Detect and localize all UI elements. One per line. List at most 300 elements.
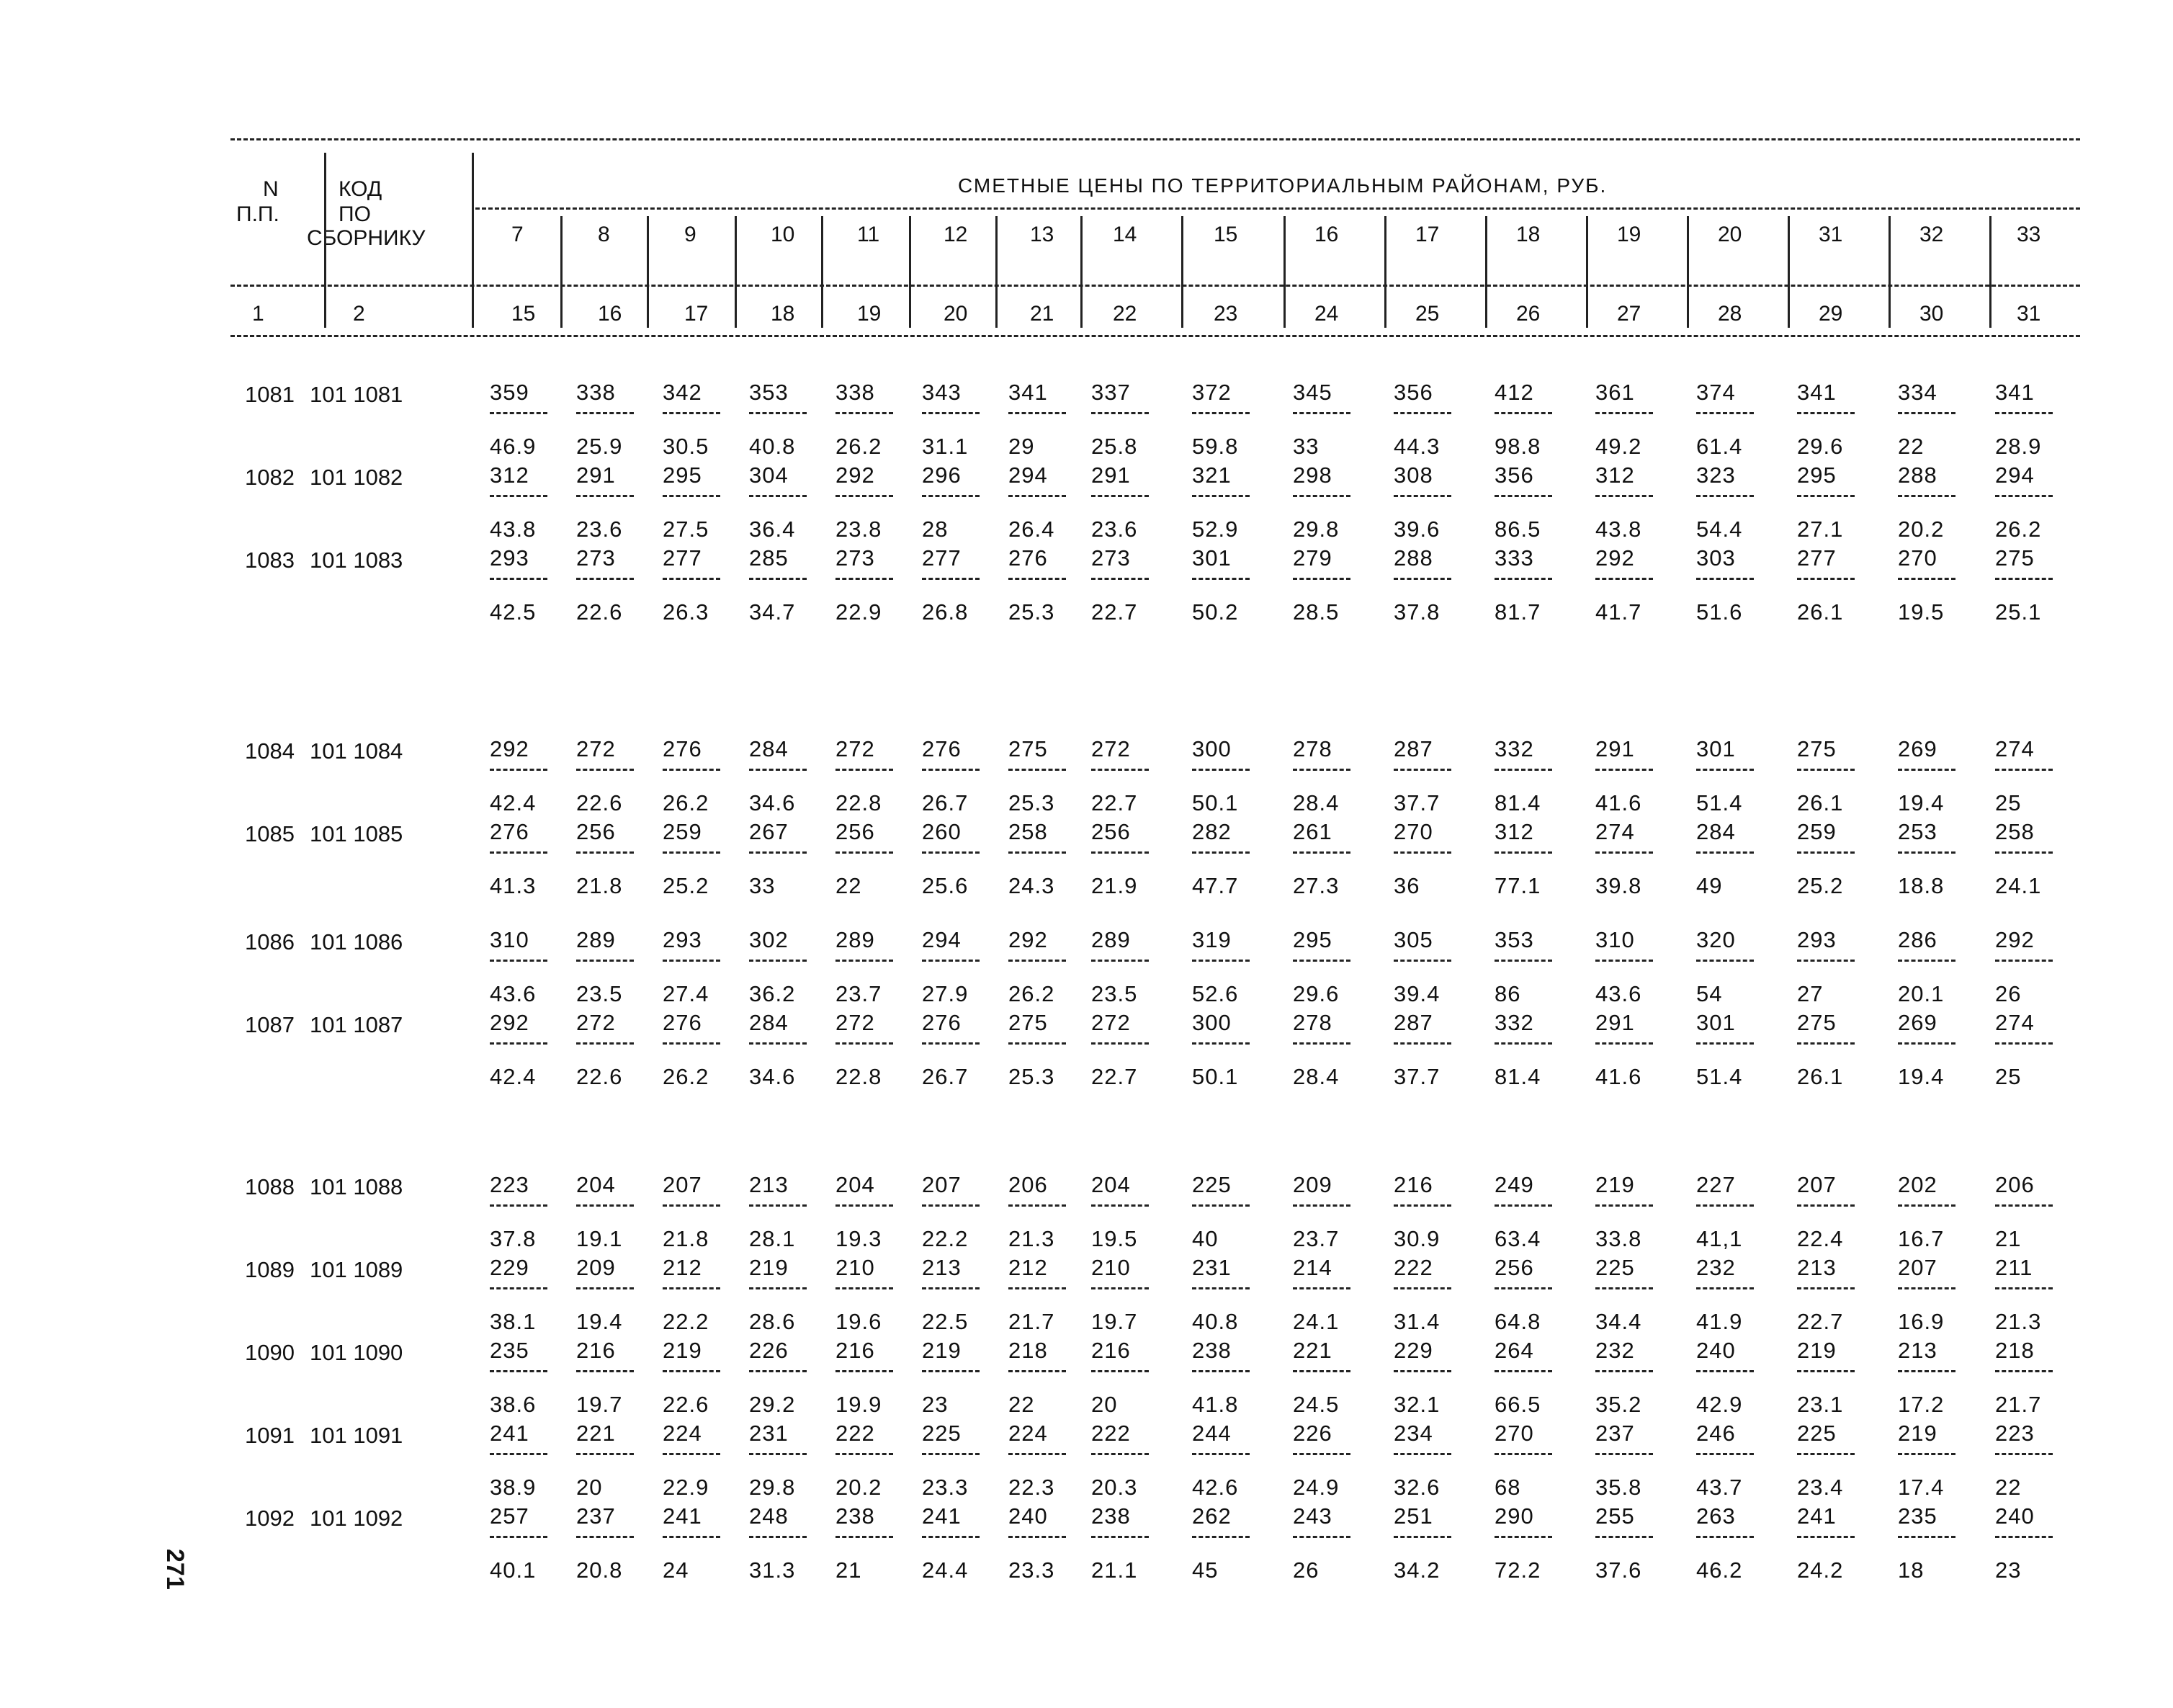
price-sub-value: 43.6	[1595, 981, 1642, 1006]
fraction-rule	[1797, 1287, 1855, 1289]
price-sub-value: 66.5	[1495, 1392, 1541, 1417]
fraction-rule	[1696, 412, 1754, 414]
price-sub-value: 29.8	[749, 1475, 796, 1500]
fraction-rule	[1898, 1287, 1955, 1289]
fraction-rule	[1293, 769, 1350, 771]
price-sub-value: 63.4	[1495, 1226, 1541, 1251]
price-value: 288	[1394, 545, 1433, 571]
fraction-rule	[835, 412, 893, 414]
price-sub-value: 25.3	[1008, 599, 1055, 625]
price-sub-value: 81.7	[1495, 599, 1541, 625]
price-sub-value: 18.8	[1898, 873, 1945, 898]
price-sub-value: 28.4	[1293, 790, 1340, 815]
price-sub-value: 27.3	[1293, 873, 1340, 898]
header-colnum-30: 30	[1919, 302, 1944, 326]
fraction-rule	[749, 578, 807, 580]
price-value: 276	[922, 736, 962, 761]
price-value: 213	[1898, 1338, 1937, 1363]
price-sub-value: 37.7	[1394, 790, 1441, 815]
price-value: 300	[1192, 1010, 1232, 1035]
header-code-line3: СБОРНИКУ	[307, 226, 426, 250]
fraction-rule	[1696, 1453, 1754, 1455]
price-sub-value: 17.2	[1898, 1392, 1945, 1417]
price-sub-value: 21.8	[663, 1226, 709, 1251]
price-sub-value: 34.4	[1595, 1309, 1642, 1334]
fraction-rule	[1595, 851, 1653, 854]
price-sub-value: 29.2	[749, 1392, 796, 1417]
price-value: 263	[1696, 1503, 1736, 1529]
price-sub-value: 22.6	[576, 1064, 623, 1089]
price-sub-value: 21.9	[1091, 873, 1138, 898]
price-sub-value: 54.4	[1696, 517, 1743, 542]
price-value: 300	[1192, 736, 1232, 761]
price-sub-value: 21.3	[1008, 1226, 1055, 1251]
price-value: 290	[1495, 1503, 1534, 1529]
price-sub-value: 37.6	[1595, 1557, 1642, 1583]
fraction-rule	[835, 1536, 893, 1538]
price-value: 292	[835, 462, 875, 488]
price-value: 222	[1394, 1255, 1433, 1280]
price-value: 229	[1394, 1338, 1433, 1363]
fraction-rule	[1008, 1453, 1066, 1455]
price-sub-value: 21.7	[1008, 1309, 1055, 1334]
price-sub-value: 25	[1995, 1064, 2022, 1089]
fraction-rule	[490, 851, 547, 854]
price-value: 223	[1995, 1421, 2035, 1446]
price-value: 272	[1091, 736, 1131, 761]
price-value: 274	[1995, 1010, 2035, 1035]
price-value: 231	[1192, 1255, 1232, 1280]
fraction-rule	[576, 578, 634, 580]
price-value: 284	[1696, 819, 1736, 844]
header-colnum-20: 20	[944, 302, 968, 326]
price-value: 338	[835, 380, 875, 405]
header-pp: П.П.	[236, 202, 279, 226]
price-value: 291	[1595, 1010, 1635, 1035]
price-sub-value: 50.1	[1192, 1064, 1239, 1089]
fraction-rule	[1394, 578, 1451, 580]
header-district-9: 9	[684, 223, 696, 246]
price-sub-value: 22	[835, 873, 862, 898]
fraction-rule	[1008, 1370, 1066, 1372]
row-code: 101 1088	[310, 1174, 403, 1199]
row-number: 1084	[245, 738, 295, 764]
fraction-rule	[1595, 1204, 1653, 1207]
price-sub-value: 24.1	[1293, 1309, 1340, 1334]
header-colnum-28: 28	[1718, 302, 1742, 326]
price-value: 240	[1008, 1503, 1048, 1529]
price-sub-value: 26	[1995, 981, 2022, 1006]
price-sub-value: 51.6	[1696, 599, 1743, 625]
price-value: 356	[1394, 380, 1433, 405]
header-district-11: 11	[857, 223, 880, 246]
price-value: 232	[1696, 1255, 1736, 1280]
price-sub-value: 54	[1696, 981, 1723, 1006]
fraction-rule	[1008, 412, 1066, 414]
fraction-rule	[1192, 851, 1250, 854]
fraction-rule	[1008, 769, 1066, 771]
fraction-rule	[1595, 495, 1653, 497]
fraction-rule	[1595, 960, 1653, 962]
price-sub-value: 24.4	[922, 1557, 969, 1583]
row-code: 101 1090	[310, 1340, 403, 1365]
price-value: 255	[1595, 1503, 1635, 1529]
price-value: 257	[490, 1503, 529, 1529]
fraction-rule	[1995, 1042, 2053, 1045]
price-sub-value: 28.1	[749, 1226, 796, 1251]
price-value: 273	[576, 545, 616, 571]
fraction-rule	[490, 1042, 547, 1045]
fraction-rule	[1192, 578, 1250, 580]
price-value: 216	[576, 1338, 616, 1363]
price-value: 289	[576, 927, 616, 952]
price-sub-value: 44.3	[1394, 434, 1441, 459]
price-sub-value: 23.8	[835, 517, 882, 542]
header-index-1: 1	[252, 302, 264, 326]
header-colnum-15: 15	[511, 302, 536, 326]
price-value: 273	[1091, 545, 1131, 571]
price-value: 374	[1696, 380, 1736, 405]
price-value: 237	[576, 1503, 616, 1529]
price-value: 319	[1192, 927, 1232, 952]
row-code: 101 1092	[310, 1506, 403, 1531]
fraction-rule	[1008, 495, 1066, 497]
fraction-rule	[749, 495, 807, 497]
fraction-rule	[1192, 960, 1250, 962]
fraction-rule	[576, 1453, 634, 1455]
price-value: 218	[1995, 1338, 2035, 1363]
price-value: 288	[1898, 462, 1937, 488]
price-value: 293	[1797, 927, 1837, 952]
price-value: 353	[749, 380, 789, 405]
header-colnum-16: 16	[598, 302, 622, 326]
price-sub-value: 26.1	[1797, 790, 1844, 815]
fraction-rule	[1192, 1204, 1250, 1207]
row-code: 101 1087	[310, 1012, 403, 1037]
fraction-rule	[1696, 578, 1754, 580]
price-sub-value: 19.4	[1898, 790, 1945, 815]
price-value: 206	[1008, 1172, 1048, 1197]
price-sub-value: 25.6	[922, 873, 969, 898]
fraction-rule	[1293, 1042, 1350, 1045]
price-value: 312	[1595, 462, 1635, 488]
header-colnum-26: 26	[1516, 302, 1541, 326]
price-value: 275	[1008, 1010, 1048, 1035]
fraction-rule	[1696, 1287, 1754, 1289]
price-value: 219	[1595, 1172, 1635, 1197]
price-sub-value: 26.1	[1797, 599, 1844, 625]
price-value: 206	[1995, 1172, 2035, 1197]
price-value: 312	[490, 462, 529, 488]
price-sub-value: 42.9	[1696, 1392, 1743, 1417]
fraction-rule	[1008, 578, 1066, 580]
price-sub-value: 23.7	[835, 981, 882, 1006]
price-value: 267	[749, 819, 789, 844]
price-value: 209	[576, 1255, 616, 1280]
fraction-rule	[749, 851, 807, 854]
price-value: 275	[1797, 1010, 1837, 1035]
price-value: 207	[1898, 1255, 1937, 1280]
price-sub-value: 36.4	[749, 517, 796, 542]
fraction-rule	[1091, 1536, 1149, 1538]
price-value: 270	[1394, 819, 1433, 844]
price-sub-value: 22.2	[922, 1226, 969, 1251]
fraction-rule	[490, 1536, 547, 1538]
price-sub-value: 68	[1495, 1475, 1521, 1500]
price-sub-value: 26.7	[922, 790, 969, 815]
price-value: 312	[1495, 819, 1534, 844]
price-value: 211	[1995, 1255, 2033, 1280]
price-sub-value: 34.7	[749, 599, 796, 625]
price-value: 235	[1898, 1503, 1937, 1529]
price-sub-value: 27.9	[922, 981, 969, 1006]
price-value: 238	[1192, 1338, 1232, 1363]
price-sub-value: 43.7	[1696, 1475, 1743, 1500]
price-sub-value: 23	[1995, 1557, 2022, 1583]
price-sub-value: 77.1	[1495, 873, 1541, 898]
price-value: 276	[663, 1010, 702, 1035]
price-value: 272	[1091, 1010, 1131, 1035]
price-value: 225	[1595, 1255, 1635, 1280]
price-sub-value: 40.8	[749, 434, 796, 459]
fraction-rule	[1995, 1287, 2053, 1289]
price-value: 293	[490, 545, 529, 571]
price-sub-value: 23.3	[1008, 1557, 1055, 1583]
price-sub-value: 23.5	[576, 981, 623, 1006]
header-colnum-27: 27	[1617, 302, 1641, 326]
row-number: 1086	[245, 929, 295, 954]
price-sub-value: 19.7	[576, 1392, 623, 1417]
price-value: 412	[1495, 380, 1534, 405]
price-sub-value: 29.6	[1293, 981, 1340, 1006]
fraction-rule	[663, 578, 720, 580]
price-sub-value: 25.9	[576, 434, 623, 459]
fraction-rule	[1696, 851, 1754, 854]
fraction-rule	[1495, 851, 1552, 854]
fraction-rule	[1394, 495, 1451, 497]
price-value: 219	[1797, 1338, 1837, 1363]
price-sub-value: 26.2	[663, 790, 709, 815]
fraction-rule	[1995, 960, 2053, 962]
price-sub-value: 24	[663, 1557, 689, 1583]
header-district-16: 16	[1314, 223, 1339, 246]
fraction-rule	[835, 578, 893, 580]
price-value: 291	[1091, 462, 1131, 488]
price-sub-value: 64.8	[1495, 1309, 1541, 1334]
price-value: 218	[1008, 1338, 1048, 1363]
price-value: 207	[922, 1172, 962, 1197]
price-value: 284	[749, 736, 789, 761]
price-sub-value: 23.4	[1797, 1475, 1844, 1500]
fraction-rule	[1091, 769, 1149, 771]
price-value: 213	[1797, 1255, 1837, 1280]
fraction-rule	[1495, 1536, 1552, 1538]
price-value: 234	[1394, 1421, 1433, 1446]
header-code-line1: КОД	[339, 177, 382, 201]
fraction-rule	[1293, 412, 1350, 414]
price-value: 212	[1008, 1255, 1048, 1280]
price-value: 221	[1293, 1338, 1332, 1363]
price-sub-value: 32.1	[1394, 1392, 1441, 1417]
price-value: 258	[1995, 819, 2035, 844]
fraction-rule	[1394, 1042, 1451, 1045]
price-value: 295	[663, 462, 702, 488]
row-number: 1083	[245, 547, 295, 573]
price-sub-value: 41.8	[1192, 1392, 1239, 1417]
price-sub-value: 19.5	[1091, 1226, 1138, 1251]
fraction-rule	[1495, 412, 1552, 414]
row-code: 101 1091	[310, 1423, 403, 1448]
fraction-rule	[1696, 769, 1754, 771]
fraction-rule	[1495, 1370, 1552, 1372]
price-value: 277	[922, 545, 962, 571]
price-value: 289	[1091, 927, 1131, 952]
price-sub-value: 16.7	[1898, 1226, 1945, 1251]
price-sub-value: 46.2	[1696, 1557, 1743, 1583]
price-sub-value: 52.9	[1192, 517, 1239, 542]
price-sub-value: 37.8	[490, 1226, 537, 1251]
price-value: 246	[1696, 1421, 1736, 1446]
fraction-rule	[835, 1287, 893, 1289]
price-sub-value: 26.3	[663, 599, 709, 625]
price-sub-value: 42.6	[1192, 1475, 1239, 1500]
price-sub-value: 24.3	[1008, 873, 1055, 898]
fraction-rule	[1394, 769, 1451, 771]
price-sub-value: 26.7	[922, 1064, 969, 1089]
fraction-rule	[1797, 1204, 1855, 1207]
price-sub-value: 22	[1995, 1475, 2022, 1500]
fraction-rule	[1995, 769, 2053, 771]
price-value: 240	[1696, 1338, 1736, 1363]
price-value: 341	[1797, 380, 1837, 405]
fraction-rule	[663, 412, 720, 414]
price-value: 294	[922, 927, 962, 952]
fraction-rule	[922, 495, 980, 497]
price-sub-value: 28.5	[1293, 599, 1340, 625]
fraction-rule	[749, 960, 807, 962]
fraction-rule	[922, 960, 980, 962]
price-sub-value: 34.2	[1394, 1557, 1441, 1583]
row-code: 101 1085	[310, 821, 403, 846]
row-number: 1091	[245, 1423, 295, 1448]
fraction-rule	[576, 851, 634, 854]
price-value: 332	[1495, 1010, 1534, 1035]
price-sub-value: 23.6	[576, 517, 623, 542]
fraction-rule	[1595, 578, 1653, 580]
price-sub-value: 42.4	[490, 790, 537, 815]
price-sub-value: 29.8	[1293, 517, 1340, 542]
fraction-rule	[576, 1042, 634, 1045]
price-sub-value: 16.9	[1898, 1309, 1945, 1334]
fraction-rule	[1192, 769, 1250, 771]
price-sub-value: 49	[1696, 873, 1723, 898]
price-sub-value: 26.2	[1008, 981, 1055, 1006]
price-value: 269	[1898, 1010, 1937, 1035]
row-code: 101 1084	[310, 738, 403, 764]
fraction-rule	[490, 412, 547, 414]
price-sub-value: 22.8	[835, 1064, 882, 1089]
fraction-rule	[835, 1453, 893, 1455]
fraction-rule	[1008, 1204, 1066, 1207]
fraction-rule	[1495, 769, 1552, 771]
price-sub-value: 19.5	[1898, 599, 1945, 625]
fraction-rule	[1995, 578, 2053, 580]
price-sub-value: 29.6	[1797, 434, 1844, 459]
price-sub-value: 23.1	[1797, 1392, 1844, 1417]
price-sub-value: 25.3	[1008, 1064, 1055, 1089]
fraction-rule	[1898, 769, 1955, 771]
price-value: 210	[1091, 1255, 1131, 1280]
row-number: 1089	[245, 1257, 295, 1282]
price-value: 270	[1495, 1421, 1534, 1446]
price-value: 270	[1898, 545, 1937, 571]
price-value: 287	[1394, 736, 1433, 761]
fraction-rule	[663, 769, 720, 771]
fraction-rule	[1192, 495, 1250, 497]
header-colnum-24: 24	[1314, 302, 1339, 326]
header-colnum-18: 18	[771, 302, 795, 326]
price-sub-value: 34.6	[749, 1064, 796, 1089]
row-number: 1082	[245, 465, 295, 490]
price-value: 278	[1293, 1010, 1332, 1035]
row-number: 1088	[245, 1174, 295, 1199]
price-sub-value: 22.7	[1091, 1064, 1138, 1089]
price-sub-value: 41.7	[1595, 599, 1642, 625]
fraction-rule	[1495, 1042, 1552, 1045]
price-sub-value: 38.9	[490, 1475, 537, 1500]
price-sub-value: 22.7	[1091, 790, 1138, 815]
header-district-14: 14	[1113, 223, 1137, 246]
header-district-17: 17	[1415, 223, 1440, 246]
price-value: 202	[1898, 1172, 1937, 1197]
price-value: 301	[1192, 545, 1232, 571]
price-sub-value: 51.4	[1696, 1064, 1743, 1089]
header-n: N	[263, 177, 279, 201]
fraction-rule	[835, 1370, 893, 1372]
fraction-rule	[1394, 851, 1451, 854]
fraction-rule	[922, 1370, 980, 1372]
price-value: 225	[1192, 1172, 1232, 1197]
price-sub-value: 22.9	[835, 599, 882, 625]
price-value: 241	[922, 1503, 962, 1529]
price-value: 256	[1091, 819, 1131, 844]
price-value: 210	[835, 1255, 875, 1280]
price-sub-value: 35.2	[1595, 1392, 1642, 1417]
fraction-rule	[1595, 1370, 1653, 1372]
price-value: 207	[663, 1172, 702, 1197]
fraction-rule	[1797, 495, 1855, 497]
price-value: 276	[1008, 545, 1048, 571]
fraction-rule	[1797, 1453, 1855, 1455]
price-sub-value: 42.4	[490, 1064, 537, 1089]
price-value: 264	[1495, 1338, 1534, 1363]
price-value: 279	[1293, 545, 1332, 571]
fraction-rule	[1293, 495, 1350, 497]
price-sub-value: 23.6	[1091, 517, 1138, 542]
fraction-rule	[1293, 1370, 1350, 1372]
price-value: 272	[835, 1010, 875, 1035]
price-value: 219	[922, 1338, 962, 1363]
price-sub-value: 22.7	[1797, 1309, 1844, 1334]
price-value: 212	[663, 1255, 702, 1280]
fraction-rule	[1898, 1453, 1955, 1455]
price-sub-value: 21.3	[1995, 1309, 2042, 1334]
price-value: 276	[490, 819, 529, 844]
price-value: 361	[1595, 380, 1635, 405]
price-value: 278	[1293, 736, 1332, 761]
fraction-rule	[1394, 412, 1451, 414]
price-sub-value: 49.2	[1595, 434, 1642, 459]
